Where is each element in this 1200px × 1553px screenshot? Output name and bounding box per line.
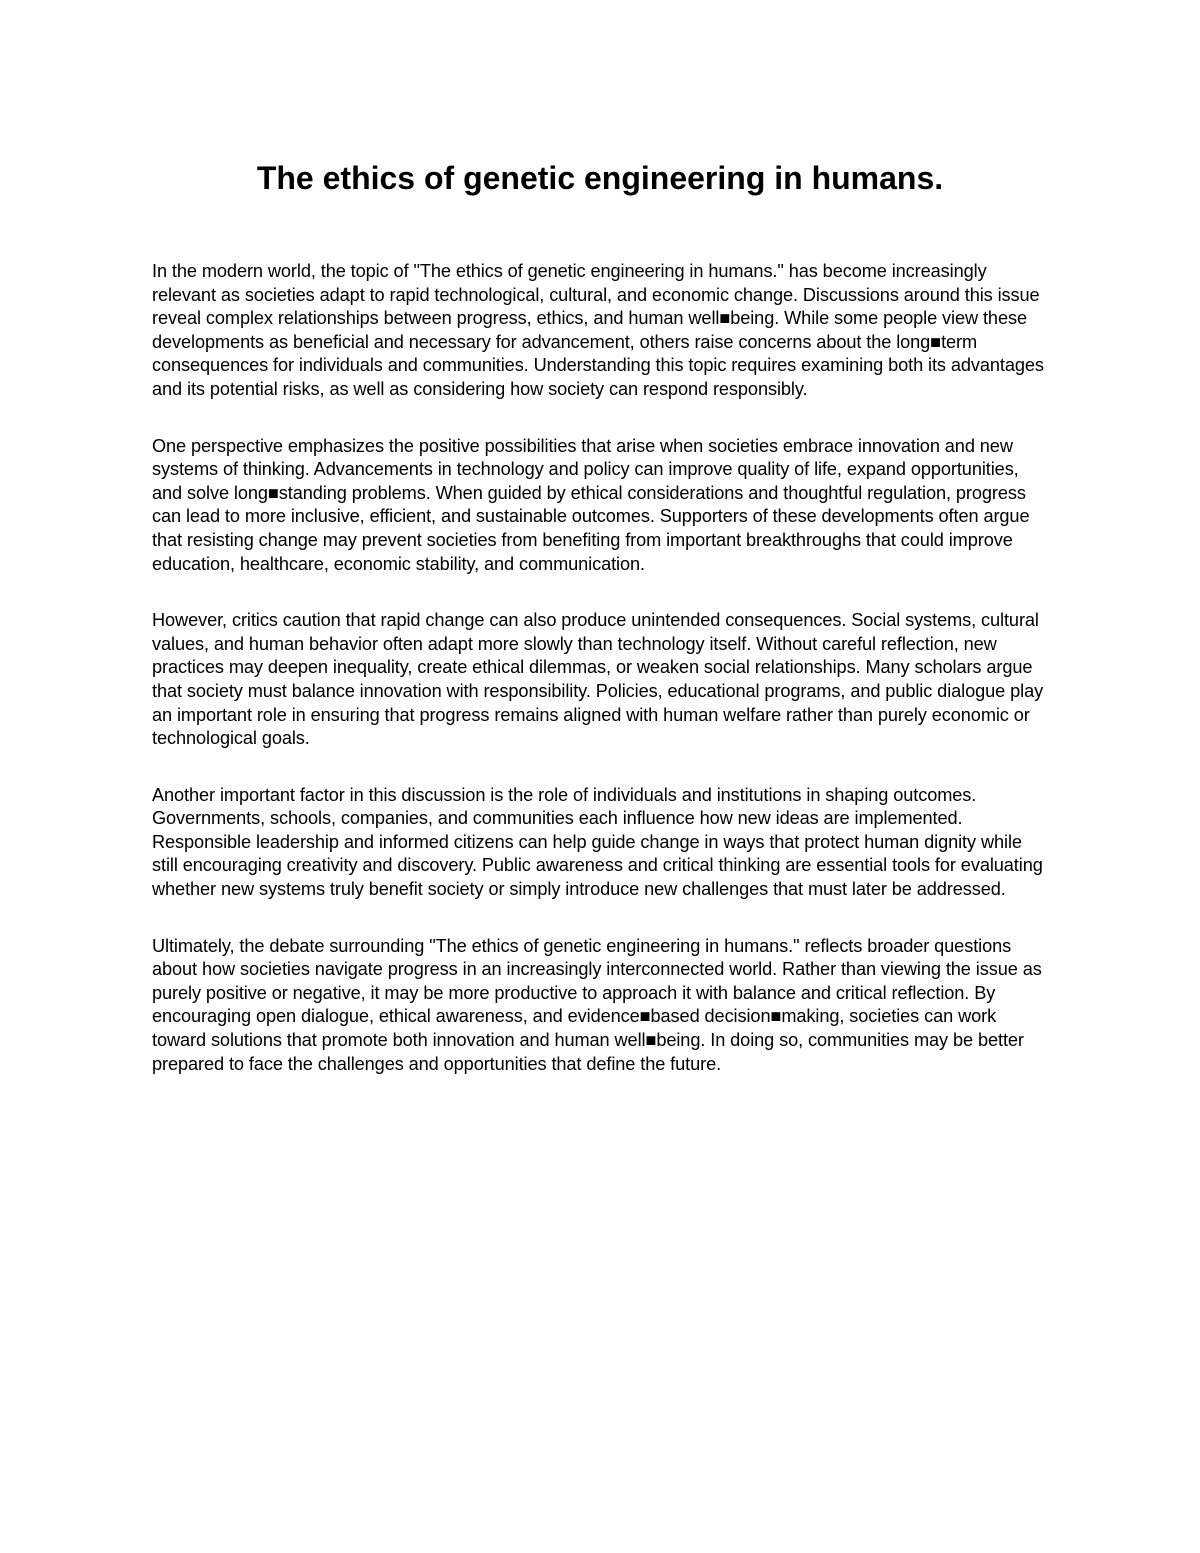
document-title: The ethics of genetic engineering in humans.	[256, 160, 944, 196]
paragraph-critics-perspective: However, critics caution that rapid change can also produce unintended consequences. Social systems, cultural values, and human behavior often adapt more slowly than technology itself. Without careful reflection, new practices may deepen inequality, create ethical dilemmas, or weaken social relationships. Many scholars argue that society must balance innovation with responsibility. Policies, educational programs, and public dialogue play an important role in ensuring that progress remains aligned with human welfare rather than purely economic or technological goals.	[152, 610, 1044, 749]
paragraph-positive-perspective: One perspective emphasizes the positive possibilities that arise when societies embrace innovation and new systems of thinking. Advancements in technology and policy can improve quality of life, expand opportunities, and solve long■standing problems. When guided by ethical considerations and thoughtful regulation, progress can lead to more inclusive, efficient, and sustainable outcomes. Supporters of these developments often argue that resisting change may prevent societies from benefiting from important breakthroughs that could improve education, healthcare, economic stability, and communication.	[152, 435, 1030, 574]
paragraph-individuals-institutions: Another important factor in this discussion is the role of individuals and institutions in shaping outcomes. Governments, schools, companies, and communities each influence how new ideas are implemented. Responsible leadership and informed citizens can help guide change in ways that protect human dignity while still encouraging creativity and discovery. Public awareness and critical thinking are essential tools for evaluating whether new systems truly benefit society or simply introduce new challenges that must later be addressed.	[152, 784, 1043, 900]
paragraph-conclusion: Ultimately, the debate surrounding "The ethics of genetic engineering in humans." reflects broader questions about how societies navigate progress in an increasingly interconnected world. Rather than viewing the issue as purely positive or negative, it may be more productive to approach it with balance and critical reflection. By encouraging open dialogue, ethical awareness, and evidence■based decision■making, societies can work toward solutions that promote both innovation and human well■being. In doing so, communities may be better prepared to face the challenges and opportunities that define the future.	[152, 935, 1042, 1074]
document-body	[152, 260, 1052, 1109]
paragraph-introduction: In the modern world, the topic of "The ethics of genetic engineering in humans." has become increasingly relevant as societies adapt to rapid technological, cultural, and economic change. Discussions around this issue reveal complex relationships between progress, ethics, and human well■being. While some people view these developments as beneficial and necessary for advancement, others raise concerns about the long■term consequences for individuals and communities. Understanding this topic requires examining both its advantages and its potential risks, as well as considering how society can respond responsibly.	[152, 261, 1044, 399]
